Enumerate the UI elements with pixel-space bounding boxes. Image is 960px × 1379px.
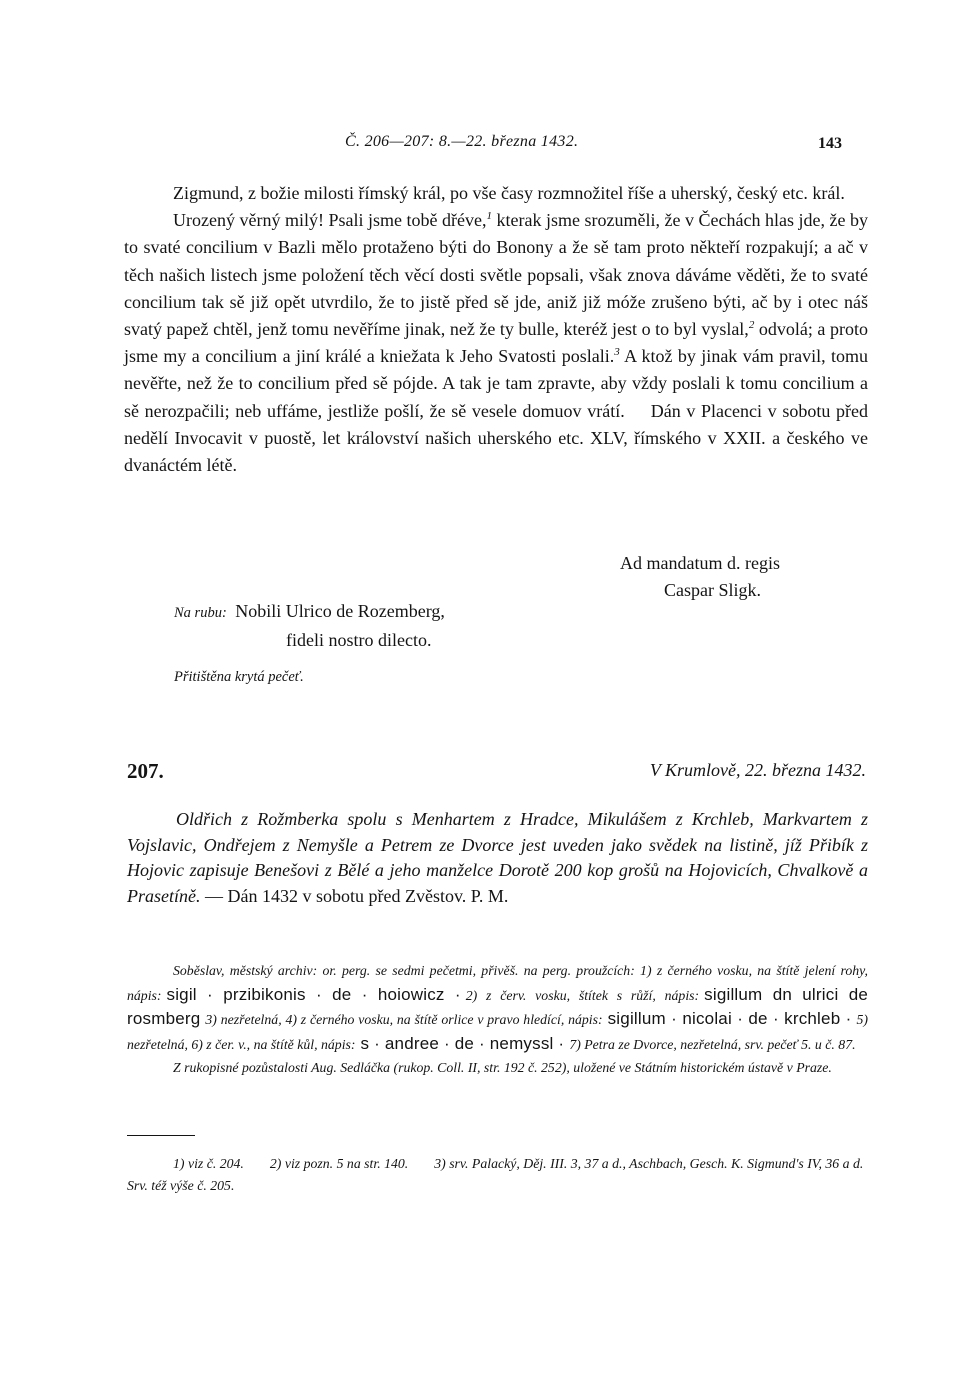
letter-body-part: A ktož by jinak vám pravil, tomu nevěřte, než že to concilium před sě pójde. A tak je tam zpravte, aby vždy poslali k tomu concilium a sě nerozpačili; neb uffáme, jestliže pošlí, že sě vesele domuov vrátí. [124,346,868,421]
document-place-date: V Krumlově, 22. března 1432. [649,760,866,780]
seal-inscription: sigillum dn ulrici de rosmberg [127,984,869,1029]
archival-text: 3) nezřetelná, 4) z černého vosku, na štítě orlice v pravo hledící, nápis: [205,1012,603,1028]
footnote: 3) srv. Palacký, Děj. III. 3, 37 a d., Aschbach, Gesch. K. Sigmund's IV, 36 a d. Srv. též výše č. 205. [127,1156,864,1193]
footnote-ref-2: 2 [748,319,755,332]
footnote-ref-3: 3 [614,346,620,359]
footnote-divider [127,1135,195,1136]
mandate-line: Ad mandatum d. regis [620,553,780,573]
letter-dating-text: Dán v Placenci v sobotu před nedělí Invocavit v puostě, let království našich uherského etc. XLV, římského v XXII. a českého ve dvanáctém létě. [124,400,868,476]
archival-source: Z rukopisné pozůstalosti Aug. Sedláčka (rukop. Coll. II, str. 192 č. 252), uložené ve Státním historickém ústavě v Praze. [173,1060,832,1076]
letter-body-part: odvolá; a proto jsme my a concilium a jiní králé a kniežata k Jeho Svatosti poslali. [124,319,868,367]
mandate-note [620,550,880,604]
letter-address: Zigmund, z božie milosti římský král, po vše časy rozmnožitel říše a uherský, český etc. král. [173,183,845,203]
archival-text: Soběslav, městský archiv: or. perg. se sedmi pečetmi, přivěš. na perg. proužcích: 1) z černého vosku, na štítě jelení rohy, nápis: [127,963,868,1003]
footnote-ref-1: 1 [486,210,492,223]
footnote: 2) viz pozn. 5 na str. 140. [269,1156,409,1171]
mandate-signature: Caspar Sligk. [664,580,761,600]
regest-207 [127,807,868,909]
archival-text: 7) Petra ze Dvorce, nezřetelná, srv. pečeť 5. u č. 87. [569,1036,856,1052]
footnotes [127,1153,868,1197]
seal-note: Přitištěna krytá pečeť. [174,669,304,685]
archival-description [127,959,868,1056]
seal-inscription: sigillum · nicolai · de · krchleb · [607,1009,852,1029]
dorsal-address [174,598,445,654]
letter-body-part: kterak jsme srozuměli, že v Čechách hlas jde, že by to svaté concilium v Bazli mělo protaženo býti do Bonony a že sě tam proto někteří rozpakují; a ač v těch našich listech jsme položení těch věcí dosti světle popsali, však znova dáváme věděti, že to svaté concilium tak sě již opět utvrdilo, že to jistě před sě jde, aniž již móže zrušeno býti, ač by i otec náš svatý papež chtěl, jenž tomu nevěříme jinak, než že ty bulle, kteréž jest o to byl vyslal, [124,210,868,340]
dorsal-line: fideli nostro dilecto. [286,630,432,650]
document-number: 207. [127,759,164,783]
dorsal-line: Nobili Ulrico de Rozemberg, [235,601,445,621]
page-number: 143 [818,135,842,152]
archival-note [127,959,868,1080]
regest-text: Oldřich z Rožmberka spolu s Menhartem z Hradce, Mikulášem z Krchleb, Markvartem z Vojslavic, Ondřejem z Nemyšle a Petrem ze Dvorce jest uveden jako svědek na listině, jíž Přibík z Hojovic zapisuje Benešovi z Bělé a jeho manželce Dorotě 200 kop grošů na Hojovicích, Chvalkově a Prasetíně. [127,809,868,906]
archival-text: 5) nezřetelná, 6) z čer. v., na štítě kůl, nápis: [127,1012,869,1052]
footnote: 1) viz č. 204. [173,1156,244,1171]
archival-text: 2) z červ. vosku, štítek s růží, nápis: [465,987,700,1003]
dorsal-label: Na rubu: [174,605,227,621]
seal-inscription: sigil · przibikonis · de · hoiowicz · [166,984,461,1004]
letter-salutation: Urozený věrný milý! Psali jsme tobě dřéve, [173,210,487,231]
seal-inscription: s · andree · de · nemyssl · [360,1033,565,1053]
regest-dating: — Dán 1432 v sobotu před Zvěstov. P. M. [200,885,509,906]
running-header: Č. 206—207: 8.—22. března 1432. [345,133,579,150]
letter-body [124,207,868,479]
letter-206 [124,180,868,479]
